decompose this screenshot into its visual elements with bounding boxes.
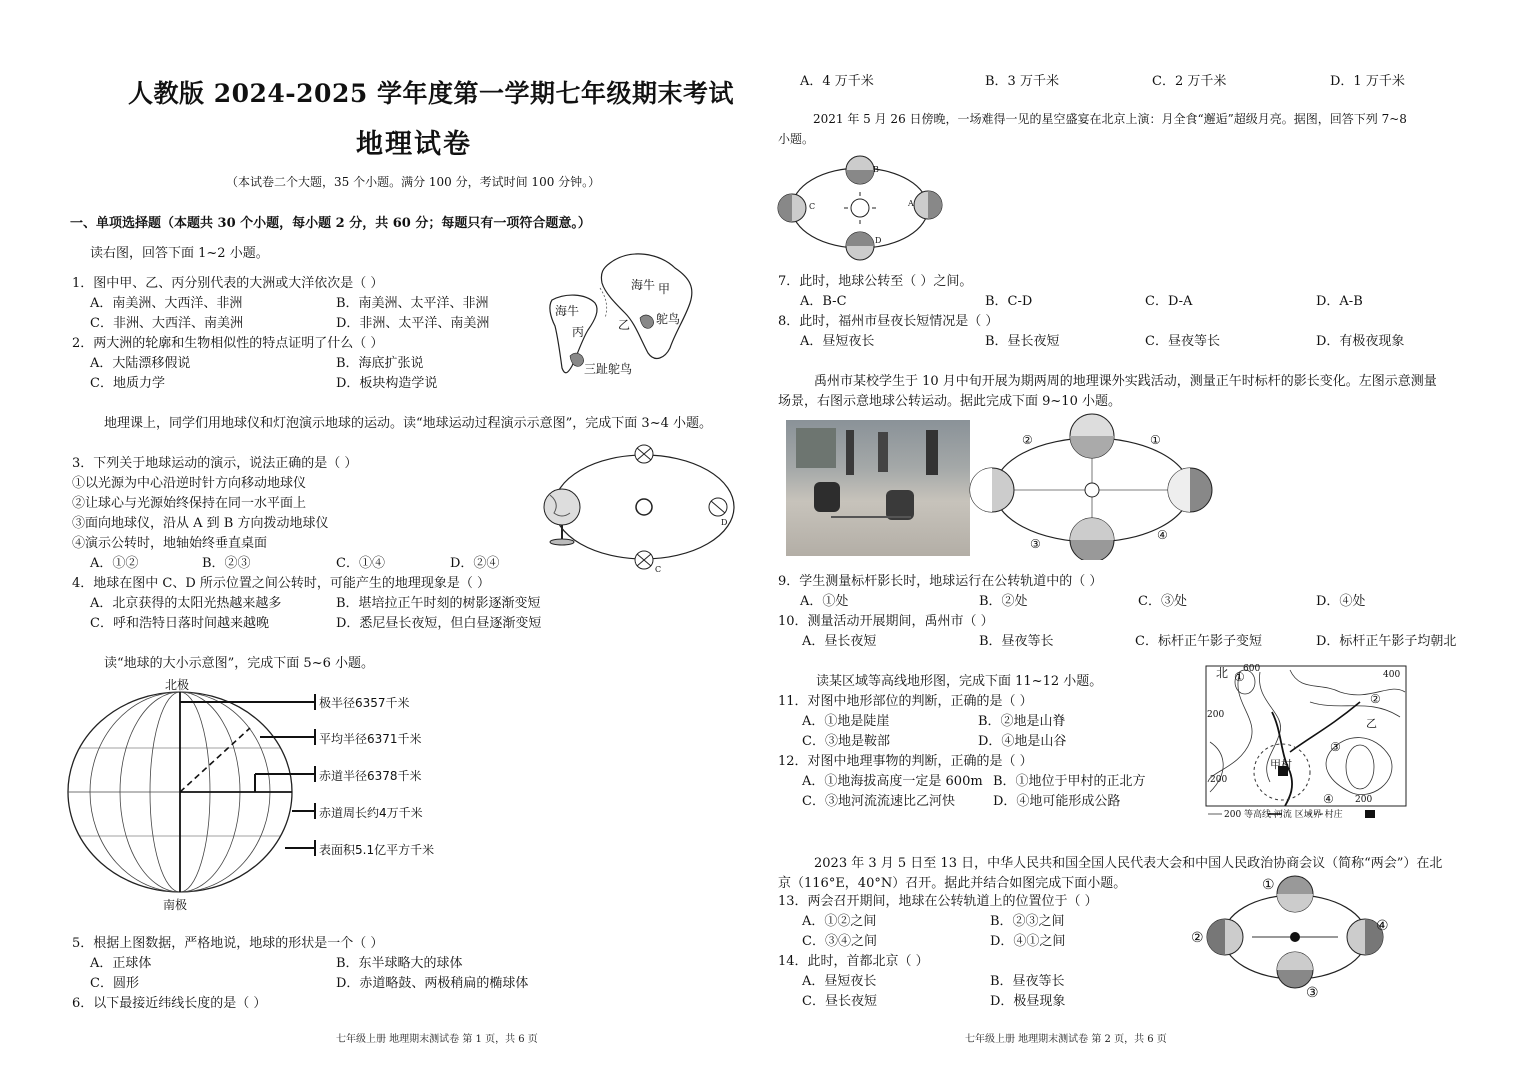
q3-statement-3: ③面向地球仪，沿从 A 到 B 方向拨动地球仪 [72, 516, 329, 531]
q8-option-b: B．昼长夜短 [985, 334, 1060, 349]
fig7-label-b: B [873, 165, 879, 174]
q11-option-d: D．④地是山谷 [978, 734, 1067, 749]
q7-option-c: C．D-A [1145, 294, 1193, 309]
question-4: 4．地球在图中 C、D 所示位置之间公转时，可能产生的地理现象是（ ） [72, 576, 491, 591]
earth-label-north-pole: 北极 [165, 678, 190, 692]
intro-q9-10-cont: 场景，右图示意地球公转运动。据此完成下面 9~10 小题。 [778, 394, 1121, 409]
contour-value-200-b: 200 [1210, 775, 1228, 785]
contour-point-3: ③ [1330, 740, 1341, 754]
orbit-label-c: C [655, 565, 662, 574]
question-12: 12．对图中地理事物的判断，正确的是（ ） [778, 754, 1033, 769]
lunar-orbit-diagram [772, 150, 952, 265]
q2-option-c: C．地质力学 [90, 376, 165, 391]
contour-value-200-a: 200 [1207, 710, 1225, 720]
q6-option-d: D．1 万千米 [1330, 74, 1405, 89]
q9-option-a: A．①处 [800, 594, 849, 609]
map-label-bing: 丙 [572, 325, 585, 339]
q4-option-c: C．呼和浩特日落时间越来越晚 [90, 616, 269, 631]
q2-option-b: B．海底扩张说 [336, 356, 424, 371]
intro-q7-8-cont: 小题。 [778, 132, 815, 146]
q14-option-d: D．极昼现象 [990, 994, 1066, 1009]
fig13-position-2: ② [1191, 930, 1204, 946]
fig9-position-3: ③ [1030, 537, 1041, 551]
q9-option-b: B．②处 [979, 594, 1028, 609]
earth-label-circumference: 赤道周长约4万千米 [319, 806, 423, 820]
q14-option-a: A．昼短夜长 [802, 974, 877, 989]
intro-q5-6: 读“地球的大小示意图”，完成下面 5~6 小题。 [104, 656, 374, 671]
question-10: 10．测量活动开展期间，禹州市（ ） [778, 614, 994, 629]
q3-statement-4: ④演示公转时，地轴始终垂直桌面 [72, 536, 268, 551]
fig7-label-a: A [908, 199, 914, 208]
q10-option-b: B．昼夜等长 [979, 634, 1054, 649]
footer-page-2: 七年级上册 地理期末测试卷 第 2 页，共 6 页 [965, 1034, 1167, 1045]
exam-note: （本试卷二个大题，35 个小题。满分 100 分，考试时间 100 分钟。） [226, 175, 601, 189]
q10-option-c: C．标杆正午影子变短 [1135, 634, 1262, 649]
earth-label-mean-radius: 平均半径6371千米 [319, 732, 422, 746]
q1-option-a: A．南美洲、大西洋、非洲 [90, 296, 243, 311]
question-1: 1．图中甲、乙、丙分别代表的大洲或大洋依次是（ ） [72, 276, 384, 291]
q8-option-c: C．昼夜等长 [1145, 334, 1220, 349]
orbit-diagram-q13 [1200, 872, 1400, 1002]
contour-point-2: ② [1370, 692, 1381, 706]
map-label-hainiu-1: 海牛 [631, 278, 656, 292]
q6-option-c: C．2 万千米 [1152, 74, 1227, 89]
q2-option-d: D．板块构造学说 [336, 376, 438, 391]
fig13-position-4: ④ [1376, 918, 1389, 934]
q3-statement-2: ②让球心与光源始终保持在同一水平面上 [72, 496, 307, 511]
q11-option-c: C．③地是鞍部 [802, 734, 890, 749]
contour-yi-label: 乙 [1366, 717, 1377, 730]
q14-option-c: C．昼长夜短 [802, 994, 877, 1009]
orbit-demo-diagram [534, 440, 744, 575]
fig9-position-1: ① [1150, 433, 1161, 447]
q7-option-d: D．A-B [1316, 294, 1363, 309]
measurement-scene-photo [786, 420, 970, 556]
contour-point-4: ④ [1323, 792, 1334, 806]
q7-option-b: B．C-D [985, 294, 1033, 309]
q1-option-d: D．非洲、太平洋、南美洲 [336, 316, 490, 331]
fig13-position-1: ① [1262, 877, 1275, 893]
exam-subtitle: 地理试卷 [356, 129, 472, 160]
question-3: 3．下列关于地球运动的演示，说法正确的是（ ） [72, 456, 358, 471]
contour-value-200-c: 200 [1355, 795, 1373, 805]
earth-label-polar-radius: 极半径6357千米 [319, 696, 410, 710]
contour-value-600: 600 [1243, 664, 1261, 674]
earth-label-equatorial-radius: 赤道半径6378千米 [319, 769, 422, 783]
q5-option-b: B．东半球略大的球体 [336, 956, 463, 971]
q4-option-b: B．堪培拉正午时刻的树影逐渐变短 [336, 596, 541, 611]
q3-option-c: C．①④ [336, 556, 385, 571]
q3-option-b: B．②③ [202, 556, 251, 571]
question-5: 5．根据上图数据，严格地说，地球的形状是一个（ ） [72, 936, 384, 951]
q3-option-a: A．①② [90, 556, 139, 571]
section-heading: 一、单项选择题（本题共 30 个小题，每小题 2 分，共 60 分；每题只有一项符合题意。） [70, 216, 591, 231]
q3-statement-1: ①以光源为中心沿逆时针方向移动地球仪 [72, 476, 307, 491]
contour-village-label: 甲村 [1270, 758, 1292, 771]
q12-option-d: D．④地可能形成公路 [993, 794, 1121, 809]
q2-option-a: A．大陆漂移假说 [90, 356, 191, 371]
exam-title: 人教版 2024-2025 学年度第一学期七年级期末考试 [128, 79, 734, 108]
q5-option-c: C．圆形 [90, 976, 139, 991]
footer-page-1: 七年级上册 地理期末测试卷 第 1 页，共 6 页 [336, 1034, 538, 1045]
q13-option-b: B．②③之间 [990, 914, 1065, 929]
intro-q1-2: 读右图，回答下面 1~2 小题。 [90, 246, 269, 261]
q7-option-a: A．B-C [800, 294, 847, 309]
q3-option-d: D．②④ [450, 556, 500, 571]
question-9: 9．学生测量标杆影长时，地球运行在公转轨道中的（ ） [778, 574, 1103, 589]
earth-label-surface-area: 表面积5.1亿平方千米 [319, 843, 435, 857]
earth-size-diagram [60, 688, 340, 898]
q9-option-d: D．④处 [1316, 594, 1366, 609]
q1-option-c: C．非洲、大西洋、南美洲 [90, 316, 243, 331]
q11-option-b: B．②地是山脊 [978, 714, 1066, 729]
fig7-label-c: C [809, 202, 816, 211]
map-label-yi: 乙 [618, 318, 631, 332]
map-label-tuoniao: 鸵鸟 [656, 312, 681, 326]
q13-option-c: C．③④之间 [802, 934, 877, 949]
question-13: 13．两会召开期间，地球在公转轨道上的位置位于（ ） [778, 894, 1098, 909]
question-14: 14．此时，首都北京（ ） [778, 954, 929, 969]
intro-q11-12: 读某区域等高线地形图，完成下面 11~12 小题。 [816, 674, 1103, 689]
q5-option-d: D．赤道略鼓、两极稍扁的椭球体 [336, 976, 529, 991]
question-2: 2．两大洲的轮廓和生物相似性的特点证明了什么（ ） [72, 336, 384, 351]
q8-option-a: A．昼短夜长 [800, 334, 875, 349]
q12-option-c: C．③地河流流速比乙河快 [802, 794, 955, 809]
question-7: 7．此时，地球公转至（ ）之间。 [778, 274, 973, 289]
intro-q9-10: 禹州市某校学生于 10 月中旬开展为期两周的地理课外实践活动，测量正午时标杆的影长变化。左图示意测量 [814, 374, 1437, 389]
q12-option-b: B．①地位于甲村的正北方 [993, 774, 1146, 789]
intro-q7-8: 2021 年 5 月 26 日傍晚，一场难得一见的星空盛宴在北京上演：月全食“邂逅”超级月亮。据图，回答下列 7~8 [813, 112, 1407, 126]
orbit-label-d: D [721, 518, 728, 527]
intro-q3-4: 地理课上，同学们用地球仪和灯泡演示地球的运动。读“地球运动过程演示示意图”，完成下面 3~4 小题。 [104, 416, 712, 431]
q4-option-a: A．北京获得的太阳光热越来越多 [90, 596, 282, 611]
q6-option-b: B．3 万千米 [985, 74, 1059, 89]
map-label-santuo: 三趾鸵鸟 [584, 362, 633, 376]
question-6: 6．以下最接近纬线长度的是（ ） [72, 996, 267, 1011]
intro-q13-14-cont: 京（116°E，40°N）召开。据此并结合如图完成下面小题。 [778, 876, 1127, 891]
fig7-label-d: D [875, 236, 882, 245]
contour-point-1: ① [1234, 670, 1245, 684]
question-11: 11．对图中地形部位的判断，正确的是（ ） [778, 694, 1033, 709]
q11-option-a: A．①地是陡崖 [802, 714, 890, 729]
contour-map [1200, 662, 1415, 822]
q6-option-a: A．4 万千米 [800, 74, 874, 89]
q14-option-b: B．昼夜等长 [990, 974, 1065, 989]
q1-option-b: B．南美洲、太平洋、非洲 [336, 296, 489, 311]
q13-option-d: D．④①之间 [990, 934, 1066, 949]
map-label-jia: 甲 [658, 282, 671, 296]
q8-option-d: D．有极夜现象 [1316, 334, 1405, 349]
q5-option-a: A．正球体 [90, 956, 152, 971]
q12-option-a: A．①地海拔高度一定是 600m [802, 774, 983, 789]
q10-option-a: A．昼长夜短 [802, 634, 877, 649]
q13-option-a: A．①②之间 [802, 914, 877, 929]
q4-option-d: D．悉尼昼长夜短，但白昼逐渐变短 [336, 616, 542, 631]
fig13-position-3: ③ [1306, 985, 1319, 1001]
earth-label-south-pole: 南极 [163, 898, 188, 912]
orbit-diagram-q9 [968, 410, 1213, 560]
intro-q13-14: 2023 年 3 月 5 日至 13 日，中华人民共和国全国人民代表大会和中国人民政治协商会议（简称“两会”）在北 [814, 856, 1443, 871]
q9-option-c: C．③处 [1138, 594, 1187, 609]
map-label-hainiu-2: 海牛 [555, 304, 580, 318]
contour-legend: 200 等高线 河流 区域界 村庄 [1224, 810, 1343, 820]
contour-north-label: 北 [1216, 666, 1229, 680]
fig9-position-2: ② [1022, 433, 1033, 447]
q10-option-d: D．标杆正午影子均朝北 [1316, 634, 1457, 649]
question-8: 8．此时，福州市昼夜长短情况是（ ） [778, 314, 999, 329]
contour-value-400: 400 [1383, 670, 1401, 680]
fig9-position-4: ④ [1157, 528, 1168, 542]
